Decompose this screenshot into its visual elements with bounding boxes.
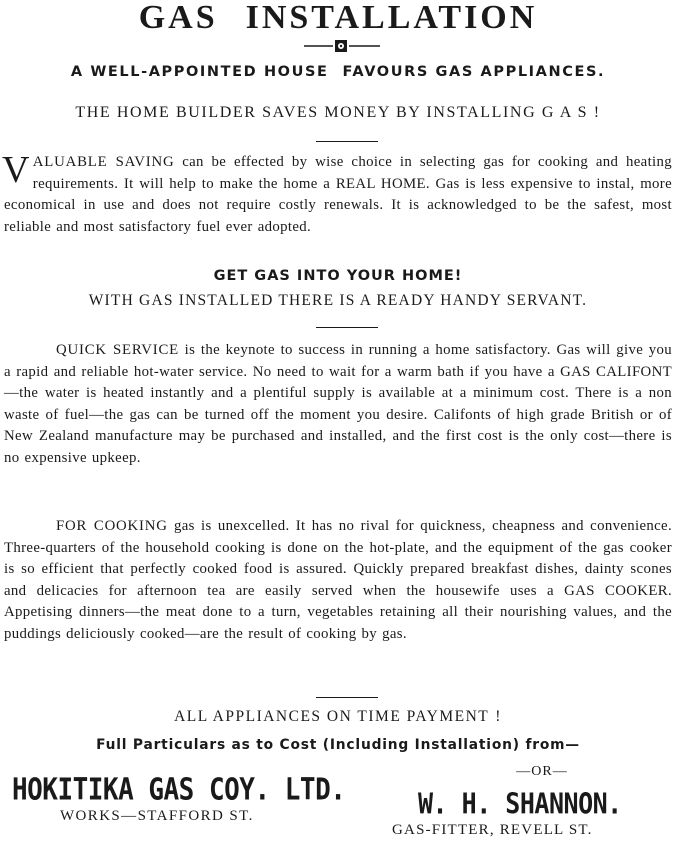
section-lead: ALUABLE SAVING bbox=[32, 154, 175, 170]
subtitle bbox=[0, 64, 676, 80]
time-payment-notice bbox=[0, 708, 676, 726]
subtitle-part-2: FAVOURS GAS APPLIANCES. bbox=[342, 64, 606, 80]
callout-handy-servant: WITH GAS INSTALLED THERE IS A READY HANDY SERVANT. bbox=[88, 292, 588, 309]
section-lead: FOR COOKING bbox=[56, 518, 168, 534]
title-word-installation: INSTALLATION bbox=[245, 0, 538, 36]
section-body: is the keynote to success in running a home satisfactory. Gas will give you a rapid and reliable hot-water service. No need to wait for a warm bath if you have a GAS CALIFONT—the water is heated instantly and a plentiful supply is available at a minimum cost. There is a non waste of fuel—the gas can be turned off the moment you desire. Califonts of high grade British or of New Zealand manufacture may be purchased and installed, and the first cost is the only cost—there is no expensive upkeep. bbox=[4, 342, 673, 466]
fitter-address: GAS-FITTER, REVELL ST. bbox=[392, 822, 593, 838]
or-separator: —OR— bbox=[516, 764, 568, 779]
section-lead: QUICK SERVICE bbox=[56, 342, 180, 358]
time-payment-exclamation: ! bbox=[495, 708, 502, 725]
divider-rule bbox=[316, 327, 378, 328]
subtitle-part-1: A WELL-APPOINTED HOUSE bbox=[70, 64, 329, 80]
fitter-name: W. H. SHANNON. bbox=[418, 787, 622, 821]
tagline: THE HOME BUILDER SAVES MONEY BY INSTALLING G A S ! bbox=[75, 104, 601, 121]
section-body: can be effected by wise choice in selecting gas for cooking and heating requirements. It will help to make the home a REAL HOME. Gas is less expensive to instal, more economical in use and does not require costly renewals. It is acknowledged to be the safest, most reliable and most satisfactory fuel ever adopted. bbox=[4, 154, 673, 235]
section-body: gas is unexcelled. It has no rival for quickness, cheapness and convenience. Three-quarters of the household cooking is done on the hot-plate, and the equipment of the gas cooker is so efficient that perfectly cooked food is assured. Quickly prepared breakfast dishes, dainty scones and delicacies for afternoon tea are easily served when the housewife uses a GAS COOKER. Appetising dinners—the meat done to a turn, vegetables retaining all their nourishing values, and the puddings deliciously cooked—are the result of cooking by gas. bbox=[4, 518, 672, 642]
company-address: WORKS—STAFFORD ST. bbox=[60, 808, 254, 824]
time-payment-text: ALL APPLIANCES ON TIME PAYMENT bbox=[174, 708, 490, 725]
page-title bbox=[0, 0, 676, 36]
section-for-cooking bbox=[4, 516, 672, 645]
divider-rule bbox=[316, 697, 378, 698]
drop-cap: V bbox=[2, 149, 30, 191]
divider-rule bbox=[316, 141, 378, 142]
section-valuable-saving bbox=[2, 149, 673, 238]
company-name: HOKITIKA GAS COY. LTD. bbox=[12, 773, 346, 808]
section-quick-service bbox=[4, 340, 672, 469]
title-word-gas: GAS bbox=[138, 0, 218, 36]
ornament-divider-icon bbox=[0, 39, 676, 53]
callout-get-gas: GET GAS INTO YOUR HOME! bbox=[213, 268, 463, 284]
particulars-line: Full Particulars as to Cost (Including Installation) from— bbox=[96, 737, 580, 753]
